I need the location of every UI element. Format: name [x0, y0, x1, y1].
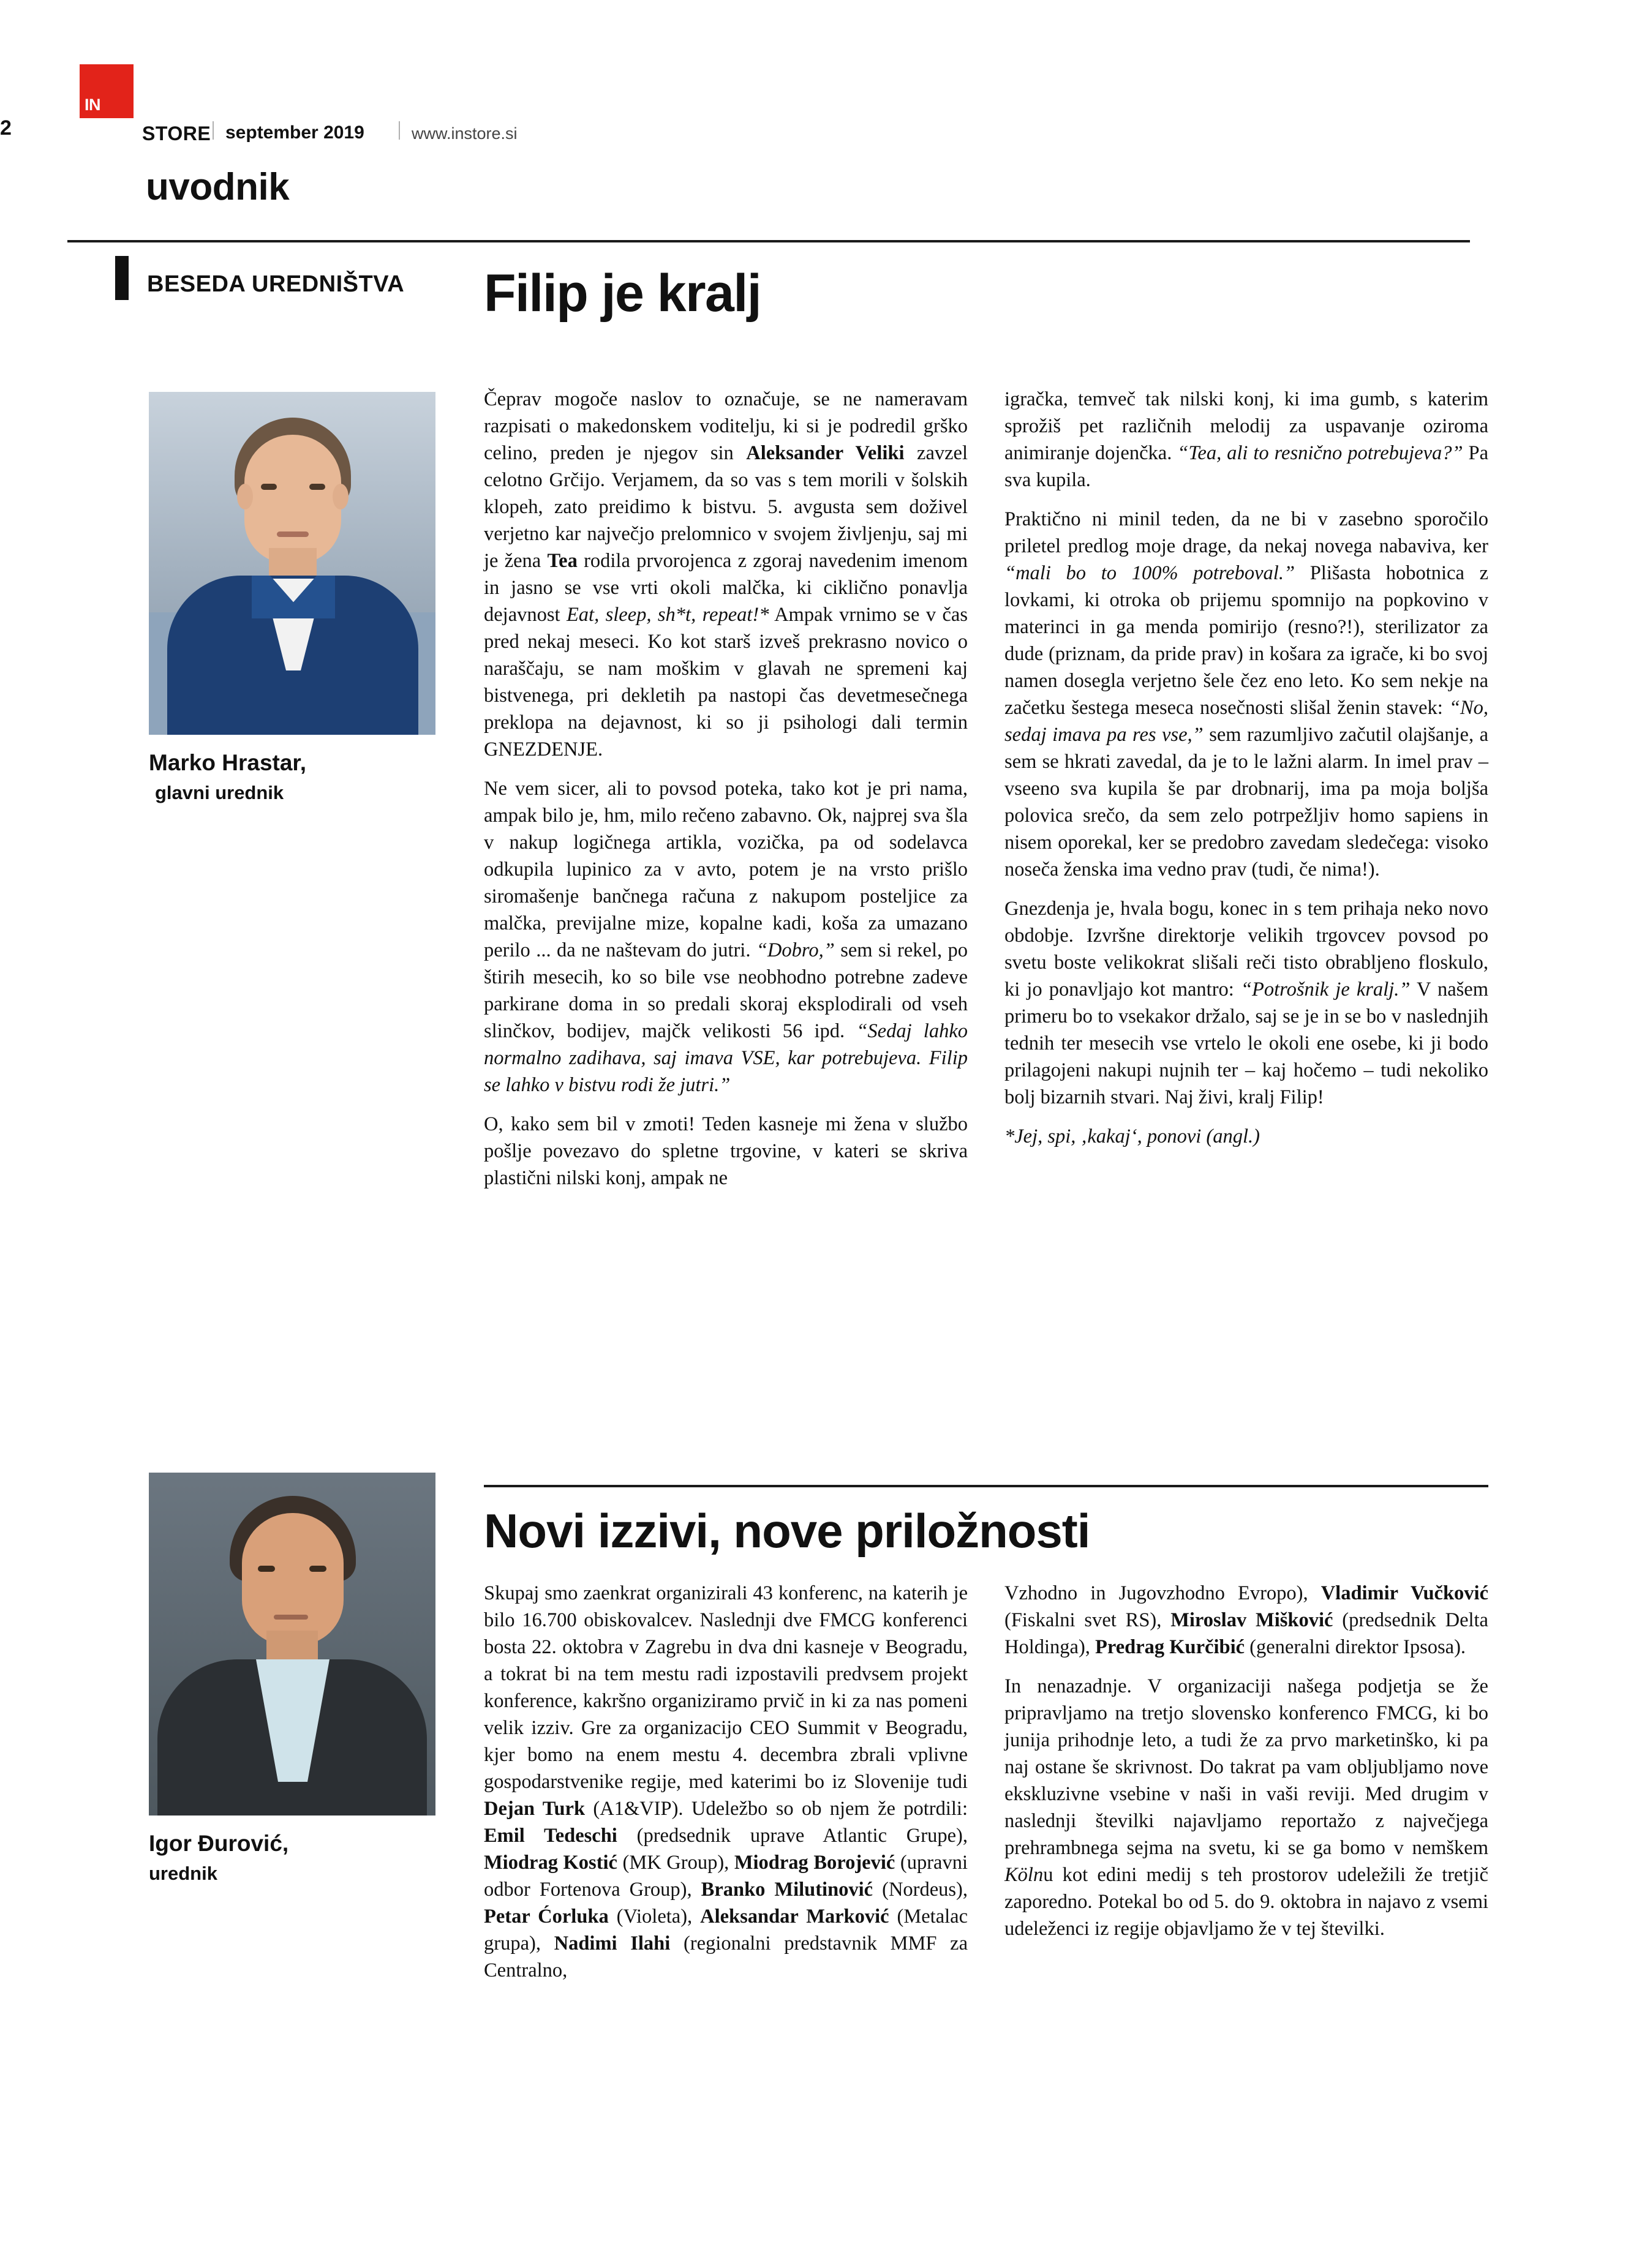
article2-author-role: urednik: [149, 1863, 217, 1884]
header-divider-1: [213, 121, 214, 140]
article-divider-rule: [484, 1485, 1488, 1487]
article1-author-role: glavni urednik: [155, 782, 284, 803]
article1-column-1: [484, 386, 968, 1204]
author-photo-marko: [149, 392, 435, 735]
paragraph: Gnezdenja je, hvala bogu, konec in s tem prihaja neko novo obdobje. Izvršne direktorje velikih trgovcev povsod po svetu boste velikokrat slišali reči tisto obrabljeno floskulo, ki jo ponavljajo kot mantro: “Potrošnik je kralj.” V našem primeru bo to vsekakor držalo, saj se je in se bo v naslednjih tednih ter mesecih vse vrtelo le okoli ene osebe, ki ji bodo prilagojeni nakupi nujnih ter – kaj hočemo – tudi nekoliko bolj bizarnih stvari. Naj živi, kralj Filip!: [1004, 898, 1488, 1108]
kicker-bar: [115, 256, 129, 300]
page-number: 2: [0, 116, 12, 140]
paragraph: Vzhodno in Jugovzhodno Evropo), Vladimir Vučković (Fiskalni svet RS), Miroslav Mišković (predsednik Delta Holdinga), Predrag Kurčibić (generalni direktor Ipsosa).: [1004, 1582, 1488, 1658]
page-title: uvodnik: [146, 166, 290, 208]
article2-column-2: [1004, 1580, 1488, 1954]
issue-date: september 2019: [225, 122, 364, 143]
article2-author-name: Igor Đurović,: [149, 1831, 289, 1856]
article1-headline: Filip je kralj: [484, 264, 761, 323]
author-photo-igor: [149, 1473, 435, 1816]
paragraph: igračka, temveč tak nilski konj, ki ima gumb, s katerim sprožiš pet različnih melodij za uspavanje oziroma animiranje dojenčka. “Tea, ali to resnično potrebujeva?” Pa sva kupila.: [1004, 388, 1489, 491]
paragraph: Praktično ni minil teden, da ne bi v zasebno sporočilo priletel predlog moje drage, da nekaj novega nabaviva, ker “mali bo to 100% potreboval.” Plišasta hobotnica z lovkami, ki otroka ob prijemu spomnijo na popkovino v materinci in ga menda pomirijo (resno?!), sterilizator za dude (priznam, da pride prav) in košara za igrače, ki bo svoj namen dosegla verjetno šele čez eno leto. Ko sem nekje na začetku šestega meseca nosečnosti slišal ženin stavek: “No, sedaj imava pa res vse,” sem razumljivo začutil olajšanje, a sem se hkrati zavedal, da je to le lažni alarm. In imel prav – vseeno sva kupila še par drobnarij, ima pa moja boljša polovica srečo, da sem zelo potrpežljiv homo sapiens in nisem oporekal, ker se predobro zavedam sledečega: visoko noseča ženska ima vedno prav (tudi, če nima!).: [1004, 508, 1488, 881]
paragraph: O, kako sem bil v zmoti! Teden kasneje mi žena v službo pošlje povezavo do spletne trgovine, v kateri se skriva plastični nilski konj, ampak ne: [484, 1113, 968, 1189]
paragraph: Ne vem sicer, ali to povsod poteka, tako kot je pri nama, ampak bilo je, hm, milo rečeno zabavno. Ok, najprej sva šla v nakup logičnega artikla, vozička, pa od sodelavca odkupila lupinico za v avto, potem je na vrsto prišlo siromašenje bančnega računa z nakupom posteljice za malčka, previjalne mize, kopalne kadi, koša za umazano perilo ... da ne naštevam do jutri. “Dobro,” sem si rekel, po štirih mesecih, ko so bile vse neobhodno potrebne zadeve parkirane doma in so predali skoraj eksplodirali od vseh slinčkov, bodijev, majčk velikosti 56 ipd. “Sedaj lahko normalno zadihava, saj imava VSE, kar potrebujeva. Filip se lahko v bistvu rodi že jutri.”: [484, 778, 968, 1096]
article2-column-1: [484, 1580, 968, 1996]
header-divider-2: [399, 121, 400, 140]
instore-logo-mark: [80, 64, 134, 118]
header-rule: [67, 240, 1470, 242]
article2-headline: Novi izzivi, nove priložnosti: [484, 1504, 1090, 1558]
website-url[interactable]: www.instore.si: [412, 124, 518, 143]
article-kicker: BESEDA UREDNIŠTVA: [147, 271, 405, 297]
paragraph: In nenazadnje. V organizaciji našega podjetja se že pripravljamo na tretjo slovensko konferenco FMCG, ki bo junija prihodnje leto, a tudi že za prvo marketinško, ki pa naj ostane še skrivnost. Do takrat pa vam obljubljamo nove ekskluzivne vsebine v naši in vaši reviji. Med drugim v naslednji številki najavljamo reportažo z največjega prehrambnega sejma na svetu, ki se ga bomo v nemškem Kölnu kot edini medij s teh prostorov udeležili že tretjič zaporedno. Potekal bo od 5. do 9. oktobra in najavo z vsemi udeleženci iz regije objavljamo že v tej številki.: [1004, 1675, 1488, 1940]
article1-column-2: [1004, 386, 1488, 1162]
logo-in-text: IN: [85, 96, 100, 114]
paragraph: *Jej, spi, ‚kakaj‘, ponovi (angl.): [1004, 1125, 1260, 1147]
article1-author-name: Marko Hrastar,: [149, 750, 307, 775]
logo-store-text: STORE: [142, 122, 211, 145]
paragraph: Skupaj smo zaenkrat organizirali 43 konferenc, na katerih je bilo 16.700 obiskovalcev. Naslednji dve FMCG konferenci bosta 22. oktobra v Zagrebu in dva dni kasneje v Beogradu, a tokrat bi na tem mestu radi izpostavili predvsem projekt konference, kakršno organiziramo prvič in ki za nas pomeni velik izziv. Gre za organizacijo CEO Summit v Beogradu, kjer bomo na enem mestu 4. decembra zbrali vplivne gospodarstvenike regije, med katerimi bo iz Slovenije tudi Dejan Turk (A1&VIP). Udeležbo so ob njem že potrdili: Emil Tedeschi (predsednik uprave Atlantic Grupe), Miodrag Kostić (MK Group), Miodrag Borojević (upravni odbor Fortenova Group), Branko Milutinović (Nordeus), Petar Ćorluka (Violeta), Aleksandar Marković (Metalac grupa), Nadimi Ilahi (regionalni predstavnik MMF za Centralno,: [484, 1582, 968, 1981]
paragraph: Čeprav mogoče naslov to označuje, se ne nameravam razpisati o makedonskem voditelju, ki si je podredil grško celino, preden je njegov sin Aleksander Veliki zavzel celotno Grčijo. Verjamem, da so vas s tem morili v šolskih klopeh, zato preidimo k bistvu. 5. avgusta sem doživel verjetno kar največjo prelomnico v svojem življenju, saj mi je žena Tea rodila prvorojenca z zgoraj navedenim imenom in jasno se vse vrti okoli malčka, ki ciklično ponavlja dejavnost Eat, sleep, sh*t, repeat!* Ampak vrnimo se v čas pred nekaj meseci. Ko kot starš izveš prekrasno novico o naraščaju, se nam moškim v glavah ne spremeni kaj bistvenega, pri dekletih pa nastopi čas devetmesečnega preklopa na dejavnost, ki so ji psihologi dali termin GNEZDENJE.: [484, 388, 968, 760]
